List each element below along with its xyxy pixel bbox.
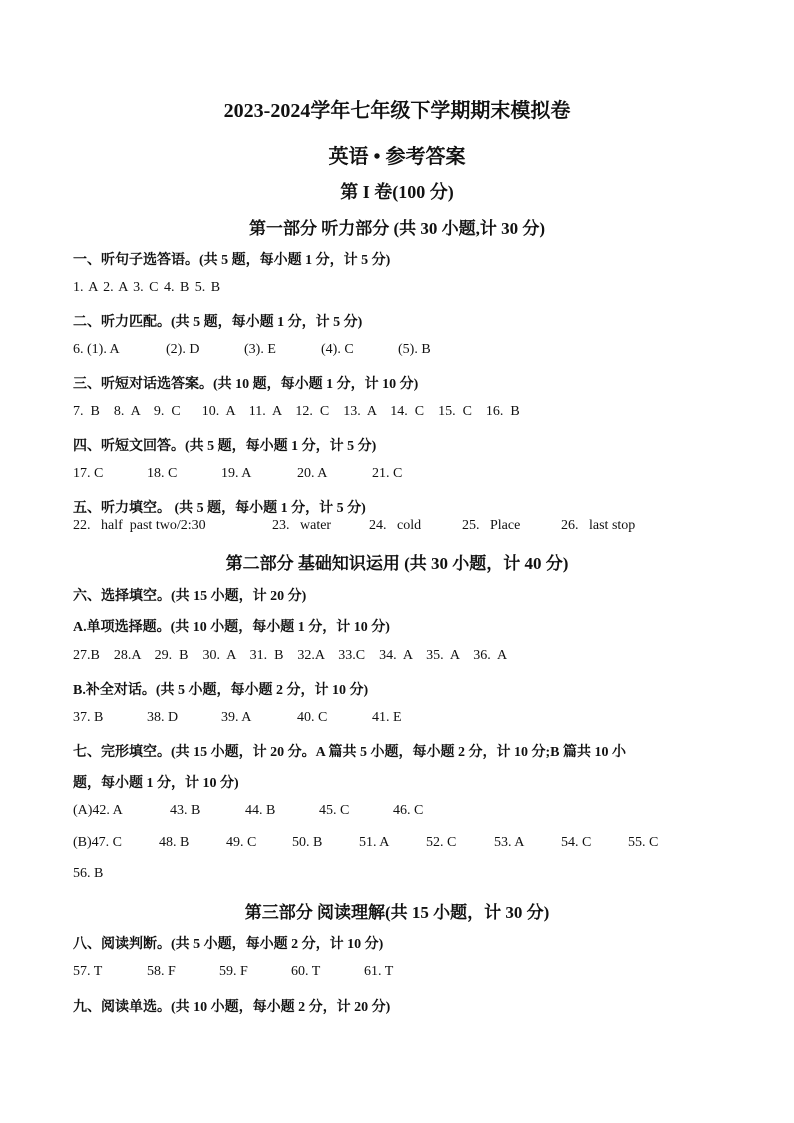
section4-heading: 四、听短文回答。(共 5 题，每小题 1 分，计 5 分): [73, 439, 377, 454]
section6b-answer: 38. D: [147, 710, 179, 725]
section8-heading: 八、阅读判断。(共 5 小题，每小题 2 分，计 10 分): [73, 937, 384, 952]
section4-answer: 18. C: [147, 466, 178, 481]
section7a-answer: 44. B: [245, 803, 276, 818]
section1-answers: 1. A 2. A 3. C 4. B 5. B: [73, 280, 221, 295]
section3-answers: 7. B 8. A 9. C 10. A 11. A 12. C 13. A 14. C 15. C 16. B: [73, 404, 520, 419]
section2-answer: (5). B: [398, 342, 431, 357]
section7-heading: 七、完形填空。(共 15 小题，计 20 分。A 篇共 5 小题，每小题 2 分，计 10 分;B 篇共 10 小: [73, 745, 626, 760]
page-title: 2023-2024学年七年级下学期期末模拟卷: [223, 100, 571, 122]
section5-answer: 25. Place: [462, 518, 521, 533]
section7b-answer: 54. C: [561, 835, 592, 850]
section2-answer: (4). C: [321, 342, 354, 357]
section7a-answer: (A)42. A: [73, 803, 123, 818]
section7a-answer: 45. C: [319, 803, 350, 818]
section6-heading: 六、选择填空。(共 15 小题，计 20 分): [73, 589, 307, 604]
section7b-answer: 48. B: [159, 835, 190, 850]
section7b-answer: (B)47. C: [73, 835, 122, 850]
section6b-heading: B.补全对话。(共 5 小题，每小题 2 分，计 10 分): [73, 683, 369, 698]
section7a-answer: 46. C: [393, 803, 424, 818]
part3-title: 第三部分 阅读理解(共 15 小题，计 30 分): [244, 903, 550, 922]
section2-answer: 6. (1). A: [73, 342, 120, 357]
section6b-answer: 40. C: [297, 710, 328, 725]
section3-heading: 三、听短对话选答案。(共 10 题，每小题 1 分，计 10 分): [73, 377, 419, 392]
section7b-answer: 52. C: [426, 835, 457, 850]
section5-answer: 26. last stop: [561, 518, 636, 533]
section7b-answer: 56. B: [73, 866, 104, 881]
section7a-answer: 43. B: [170, 803, 201, 818]
section8-answer: 60. T: [291, 964, 321, 979]
section7b-answer: 51. A: [359, 835, 390, 850]
section7b-answer: 49. C: [226, 835, 257, 850]
section9-heading: 九、阅读单选。(共 10 小题，每小题 2 分，计 20 分): [73, 1000, 391, 1015]
part2-title: 第二部分 基础知识运用 (共 30 小题，计 40 分): [225, 554, 569, 573]
section2-answer: (2). D: [166, 342, 200, 357]
section2-answer: (3). E: [244, 342, 276, 357]
section5-answer: 24. cold: [369, 518, 422, 533]
section6b-answer: 37. B: [73, 710, 104, 725]
section8-answer: 58. F: [147, 964, 176, 979]
section6a-answers: 27.B 28.A 29. B 30. A 31. B 32.A 33.C 34. A 35. A 36. A: [73, 648, 508, 663]
part1-title: 第一部分 听力部分 (共 30 小题,计 30 分): [248, 219, 546, 238]
section4-answer: 20. A: [297, 466, 328, 481]
section7b-answer: 53. A: [494, 835, 525, 850]
section7-heading-cont: 题，每小题 1 分，计 10 分): [73, 776, 239, 791]
section4-answer: 21. C: [372, 466, 403, 481]
section8-answer: 57. T: [73, 964, 103, 979]
section7b-answer: 55. C: [628, 835, 659, 850]
section7b-answer: 50. B: [292, 835, 323, 850]
section4-answer: 19. A: [221, 466, 252, 481]
section4-answer: 17. C: [73, 466, 104, 481]
section1-heading: 一、听句子选答语。(共 5 题，每小题 1 分，计 5 分): [73, 253, 391, 268]
section5-answer: 23. water: [272, 518, 332, 533]
section2-heading: 二、听力匹配。(共 5 题，每小题 1 分，计 5 分): [73, 315, 363, 330]
section8-answer: 59. F: [219, 964, 248, 979]
section5-answer: 22. half past two/2:30: [73, 518, 206, 533]
volume-heading: 第 I 卷(100 分): [340, 182, 454, 202]
section6b-answer: 41. E: [372, 710, 402, 725]
section5-heading: 五、听力填空。 (共 5 题，每小题 1 分，计 5 分): [73, 501, 366, 516]
section6a-heading: A.单项选择题。(共 10 小题，每小题 1 分，计 10 分): [73, 620, 390, 635]
page-subtitle: 英语 • 参考答案: [328, 146, 466, 168]
section8-answer: 61. T: [364, 964, 394, 979]
section6b-answer: 39. A: [221, 710, 252, 725]
